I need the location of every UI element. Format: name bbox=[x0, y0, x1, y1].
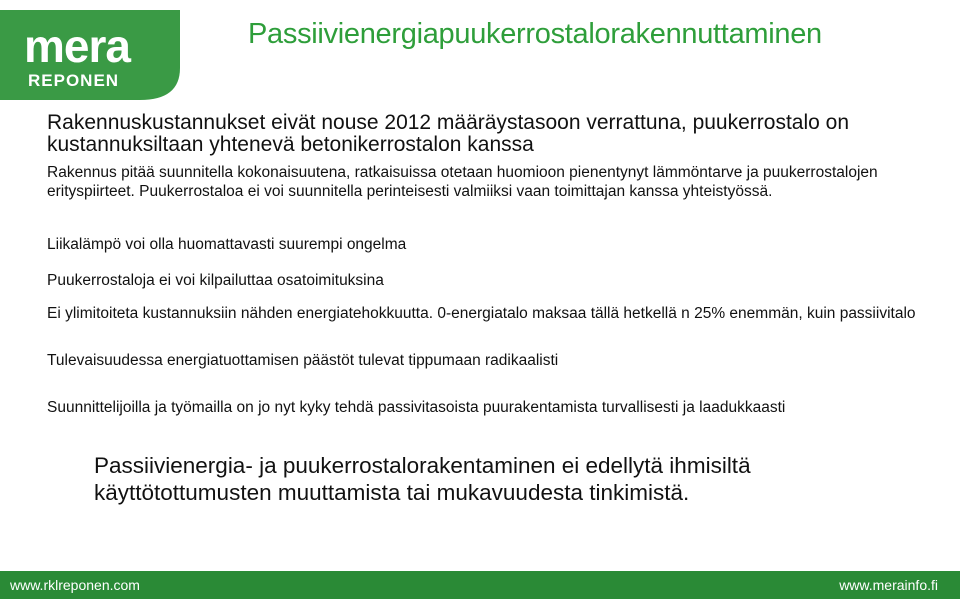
point-capability: Suunnittelijoilla ja työmailla on jo nyt kyky tehdä passivitasoista puurakentamista turvallisesti ja laadukkaasti bbox=[47, 399, 786, 416]
point-tendering: Puukerrostaloja ei voi kilpailuttaa osatoimituksina bbox=[47, 272, 384, 289]
point-emissions: Tulevaisuudessa energiatuottamisen päästöt tulevat tippumaan radikaalisti bbox=[47, 352, 559, 369]
point-overheating: Liikalämpö voi olla huomattavasti suurempi ongelma bbox=[47, 236, 407, 253]
footer-link-merainfo[interactable]: www.merainfo.fi bbox=[839, 577, 938, 593]
slide-title: Passiivienergiapuukerrostalorakennuttaminen bbox=[248, 18, 822, 50]
paragraph-design: Rakennus pitää suunnitella kokonaisuutena, ratkaisuissa otetaan huomioon pienentynyt lämmöntarve ja puukerrostalojen erityspiirteet. Puukerrostaloa ei voi suunnitella perinteisesti valmiiksi vaan toimittajan kanssa yhteistyössä. bbox=[47, 164, 878, 200]
logo-brand-text: mera bbox=[24, 20, 130, 72]
logo-sub-text: REPONEN bbox=[28, 71, 120, 90]
conclusion-text: Passiivienergia- ja puukerrostalorakentaminen ei edellytä ihmisiltä käyttötottumusten muuttamista tai mukavuudesta tinkimistä. bbox=[94, 453, 751, 505]
footer-bar bbox=[0, 571, 960, 599]
mera-reponen-logo bbox=[0, 10, 180, 100]
point-energy-efficiency: Ei ylimitoiteta kustannuksiin nähden energiatehokkuutta. 0-energiatalo maksaa tällä hetkellä n 25% enemmän, kuin passiivitalo bbox=[47, 305, 916, 322]
main-heading: Rakennuskustannukset eivät nouse 2012 määräystasoon verrattuna, puukerrostalo on kustannuksiltaan yhtenevä betonikerrostalon kanssa bbox=[47, 111, 849, 156]
footer-link-rklreponen[interactable]: www.rklreponen.com bbox=[10, 577, 140, 593]
